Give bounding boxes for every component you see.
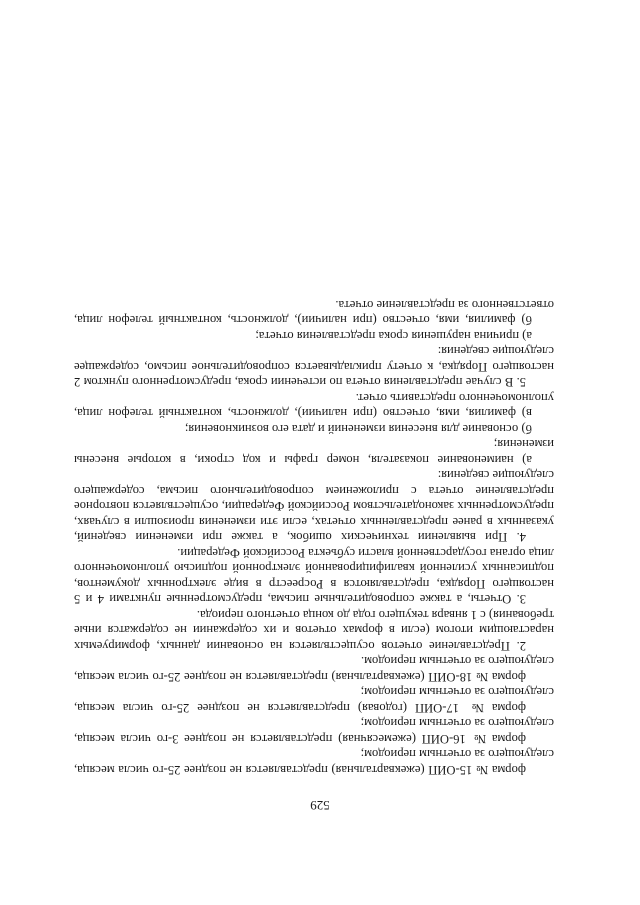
paragraph: 3. Отчеты, а также сопроводительные письма, предусмотренные пунктами 4 и 5 настоящего Порядка, представляются в Росреестр в виде электронных документов, подписанных усиленной квалифицированной электронной подписью уполномоченного лица органа государственной власти субъекта Российской Федерации. [74,546,554,607]
paragraph: 5. В случае представления отчета по истечении срока, предусмотренного пунктом 2 настоящего Порядка, к отчету прикладывается сопроводительное письмо, содержащее следующие сведения: [74,344,554,390]
paragraph: форма № 18-ОИП (ежеквартальная) представляется не позднее 25-го числа месяца, следующего за отчетным периодом. [74,654,554,684]
paragraph: форма № 17-ОИП (годовая) представляется не позднее 25-го числа месяца, следующего за отчетным периодом; [74,685,554,715]
list-item: б) фамилия, имя, отчество (при наличии), должность, контактный телефон лица, ответственного за представление отчета. [74,298,554,328]
paragraph: 4. При выявлении технических ошибок, а также при изменении сведений, указанных в ранее представленных отчетах, если эти изменения произошли в случаях, предусмотренных законодательством Российской Федерации, осуществляется повторное представление отчета с приложением сопроводительного письма, содержащего следующие сведения: [74,468,554,545]
list-item: в) фамилия, имя, отчество (при наличии), должность, контактный телефон лица, уполномоченного представить отчет. [74,391,554,421]
paragraph: 2. Представление отчетов осуществляется на основании данных, формируемых нарастающим итогом (если в формах отчетов и их содержании не содержатся иные требования) с 1 января текущего года до конца отчетного периода. [74,608,554,653]
paragraph: форма № 15-ОИП (ежеквартальная) представляется не позднее 25-го числа месяца, следующего за отчетным периодом; [74,747,554,777]
document-body [74,297,554,778]
list-item: а) наименование показателя, номер графы и код строки, в которые внесены изменения; [74,437,554,467]
page-number: 529 [310,798,330,813]
list-item: б) основание для внесения изменений и дата его возникновения; [184,422,532,436]
paragraph: форма № 16-ОИП (ежемесячная) представляется не позднее 3-го числа месяца, следующего за отчетным периодом; [74,716,554,746]
list-item: а) причина нарушения срока представления отчета; [255,329,532,343]
